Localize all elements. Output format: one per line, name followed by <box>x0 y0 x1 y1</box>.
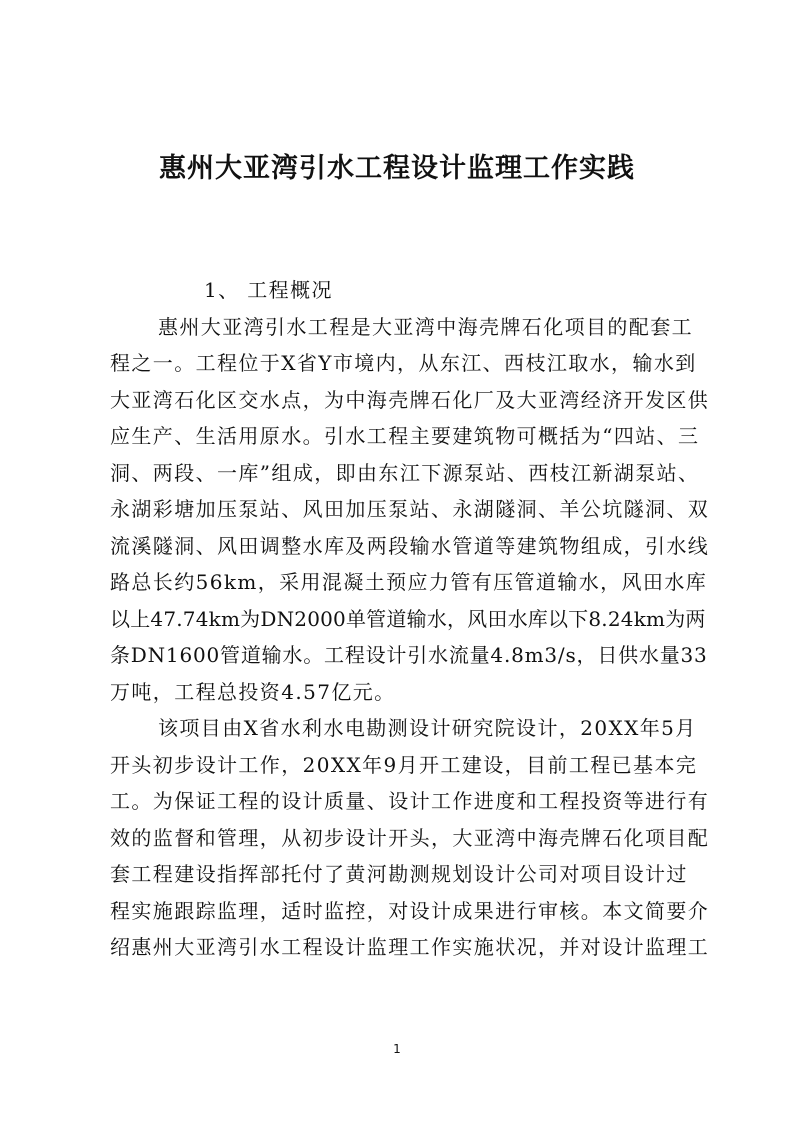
paragraph-line: 程实施跟踪监理，适时监控，对设计成果进行审核。本文简要介 <box>110 898 710 923</box>
paragraph-line: 惠州大亚湾引水工程是大亚湾中海壳牌石化项目的配套工 <box>158 314 693 339</box>
page-number: 1 <box>393 1042 401 1056</box>
paragraph-line: 绍惠州大亚湾引水工程设计监理工作实施状况，并对设计监理工 <box>110 935 710 959</box>
paragraph-line: 套工程建设指挥部托付了黄河勘测规划设计公司对项目设计过 <box>110 862 688 886</box>
paragraph-line: 永湖彩塘加压泵站、风田加压泵站、永湖隧洞、羊公坑隧洞、双 <box>110 497 710 521</box>
paragraph-line: 洞、两段、一库”组成，即由东江下源泵站、西枝江新湖泵站、 <box>110 460 700 485</box>
paragraph-line: 以上47.74km为DN2000单管道输水，风田水库以下8.24km为两 <box>110 606 706 631</box>
paragraph-line: 效的监督和管理，从初步设计开头，大亚湾中海壳牌石化项目配 <box>110 825 710 850</box>
document-body <box>110 272 710 966</box>
section-heading: 1、 工程概况 <box>204 278 333 302</box>
paragraph-line: 程之一。工程位于X省Y市境内，从东江、西枝江取水，输水到 <box>110 351 697 375</box>
paragraph-line: 工。为保证工程的设计质量、设计工作进度和工程投资等进行有 <box>110 789 710 813</box>
paragraph-line: 大亚湾石化区交水点，为中海壳牌石化厂及大亚湾经济开发区供 <box>110 387 710 412</box>
paragraph-line: 万吨，工程总投资4.57亿元。 <box>110 679 396 704</box>
paragraph-line: 条DN1600管道输水。工程设计引水流量4.8m3/s，日供水量33 <box>110 643 708 667</box>
paragraph-1 <box>110 309 710 711</box>
document-title: 惠州大亚湾引水工程设计监理工作实践 <box>159 153 635 184</box>
paragraph-line: 应生产、生活用原水。引水工程主要建筑物可概括为“四站、三 <box>110 424 700 448</box>
paragraph-line: 流溪隧洞、风田调整水库及两段输水管道等建筑物组成，引水线 <box>110 533 710 558</box>
paragraph-2 <box>110 710 710 966</box>
paragraph-line: 路总长约56km，采用混凝土预应力管有压管道输水，风田水库 <box>110 570 708 594</box>
paragraph-line: 该项目由X省水利水电勘测设计研究院设计，20XX年5月 <box>158 716 697 740</box>
paragraph-line: 开头初步设计工作，20XX年9月开工建设，目前工程已基本完 <box>110 752 698 777</box>
